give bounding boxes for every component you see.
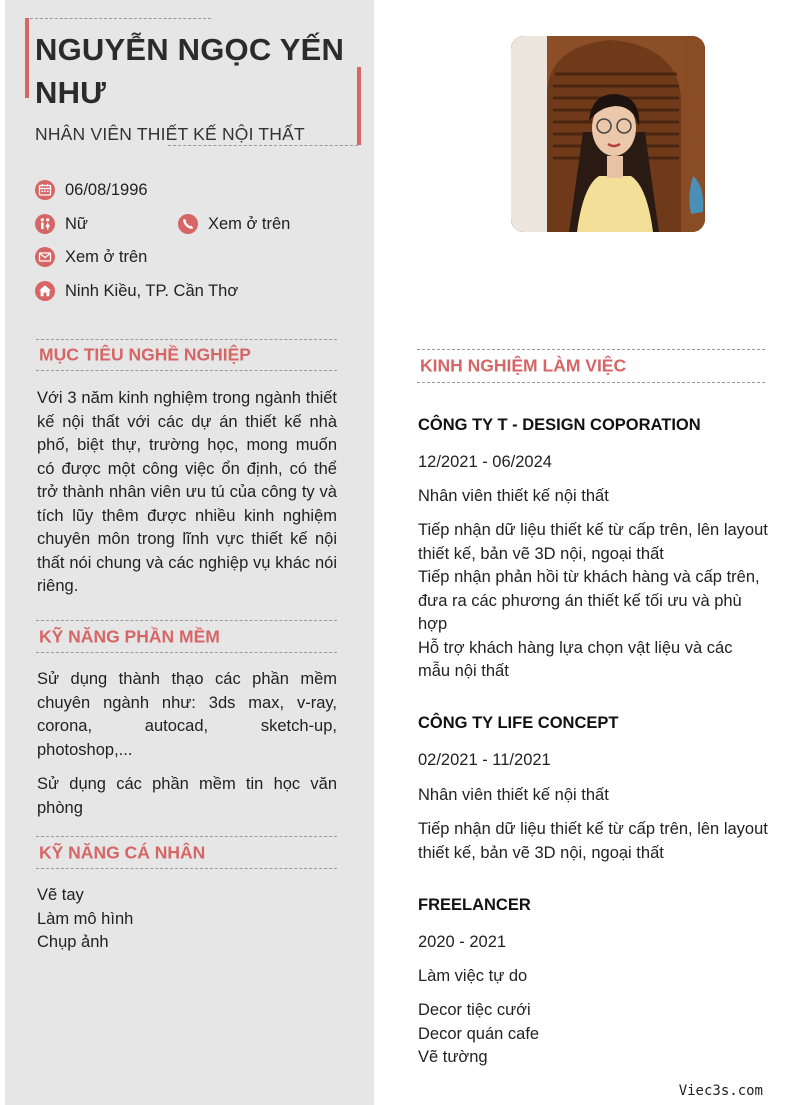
list-item: Chụp ảnh: [37, 933, 109, 951]
home-icon: [35, 281, 55, 301]
personal-skills-header: [36, 836, 337, 869]
objective-header: [36, 339, 337, 371]
objective-text: Với 3 năm kinh nghiệm trong ngành thiết kế nội thất với các dự án thiết kế nhà phố, biệt thự, trường học, mong muốn có được một công việc ổn định, có thể trở thành nhân viên ưu tú của công ty và tích lũy thêm được nhiều kinh nghiệm chuyên môn trong lĩnh vực thiết kế nội thất nói chung và các nghiệp vụ khác nói riêng.: [37, 389, 337, 595]
profile-photo: [511, 36, 705, 232]
gender: Nữ: [65, 214, 88, 233]
software-skill-item: Sử dụng thành thạo các phần mềm chuyên ngành như: 3ds max, v-ray, corona, autocad, sketch-up, photoshop,...: [37, 670, 337, 759]
address-row: [35, 281, 238, 301]
job-period: 02/2021 - 11/2021: [418, 751, 551, 769]
job-title: NHÂN VIÊN THIẾT KẾ NỘI THẤT: [35, 124, 305, 144]
portrait-image: [511, 36, 705, 232]
name-header: [25, 18, 361, 146]
software-skills-header: [36, 620, 337, 653]
section-title: MỤC TIÊU NGHỀ NGHIỆP: [39, 344, 251, 365]
job-role: Nhân viên thiết kế nội thất: [418, 786, 609, 804]
job-tasks: [418, 519, 768, 684]
job-company: CÔNG TY LIFE CONCEPT: [418, 714, 619, 732]
job-period: 2020 - 2021: [418, 933, 507, 951]
list-item: Hỗ trợ khách hàng lựa chọn vật liệu và các mẫu nội thất: [418, 638, 733, 680]
software-skill-item: Sử dụng các phần mềm tin học văn phòng: [37, 775, 337, 817]
job-period: 12/2021 - 06/2024: [418, 453, 552, 471]
personal-skills-list: [37, 884, 337, 955]
experience-header: [417, 349, 765, 383]
list-item: Decor quán cafe: [418, 1024, 540, 1043]
job-tasks: [418, 818, 768, 865]
job-role: Làm việc tự do: [418, 967, 528, 985]
divider: [168, 145, 358, 146]
list-item: Tiếp nhận dữ liệu thiết kế từ cấp trên, lên layout thiết kế, bản vẽ 3D nội, ngoại thất: [418, 521, 768, 563]
gender-icon: [35, 214, 55, 234]
full-name: NGUYỄN NGỌC YẾN NHƯ: [35, 32, 345, 110]
job-company: FREELANCER: [418, 896, 531, 914]
phone: Xem ở trên: [208, 214, 291, 233]
job-company: CÔNG TY T - DESIGN COPORATION: [418, 416, 701, 434]
job-tasks: [418, 999, 768, 1070]
list-item: Làm mô hình: [37, 909, 134, 928]
accent-bar: [25, 18, 29, 98]
birthdate-row: [35, 180, 148, 200]
list-item: Tiếp nhận phản hồi từ khách hàng và cấp trên, đưa ra các phương án thiết kế tối ưu và phù hợp: [418, 568, 760, 633]
phone-row: [178, 214, 290, 234]
address: Ninh Kiều, TP. Cần Thơ: [65, 281, 239, 300]
list-item: Decor tiệc cưới: [418, 1001, 531, 1019]
divider: [25, 18, 211, 19]
section-title: KỸ NĂNG CÁ NHÂN: [39, 842, 206, 862]
list-item: Tiếp nhận dữ liệu thiết kế từ cấp trên, lên layout thiết kế, bản vẽ 3D nội, ngoại thất: [418, 820, 768, 862]
section-title: KỸ NĂNG PHẦN MỀM: [39, 626, 220, 646]
email-row: [35, 247, 147, 267]
accent-bar: [357, 67, 361, 145]
list-item: Vẽ tay: [37, 886, 84, 904]
email-icon: [35, 247, 55, 267]
job-role: Nhân viên thiết kế nội thất: [418, 487, 609, 505]
list-item: Vẽ tường: [418, 1048, 488, 1066]
gender-row: [35, 214, 88, 234]
calendar-icon: [35, 180, 55, 200]
email: Xem ở trên: [65, 247, 148, 266]
section-title: KINH NGHIỆM LÀM VIỆC: [420, 355, 627, 376]
birthdate: 06/08/1996: [65, 180, 148, 199]
phone-icon: [178, 214, 198, 234]
watermark: Viec3s.com: [678, 1083, 763, 1099]
